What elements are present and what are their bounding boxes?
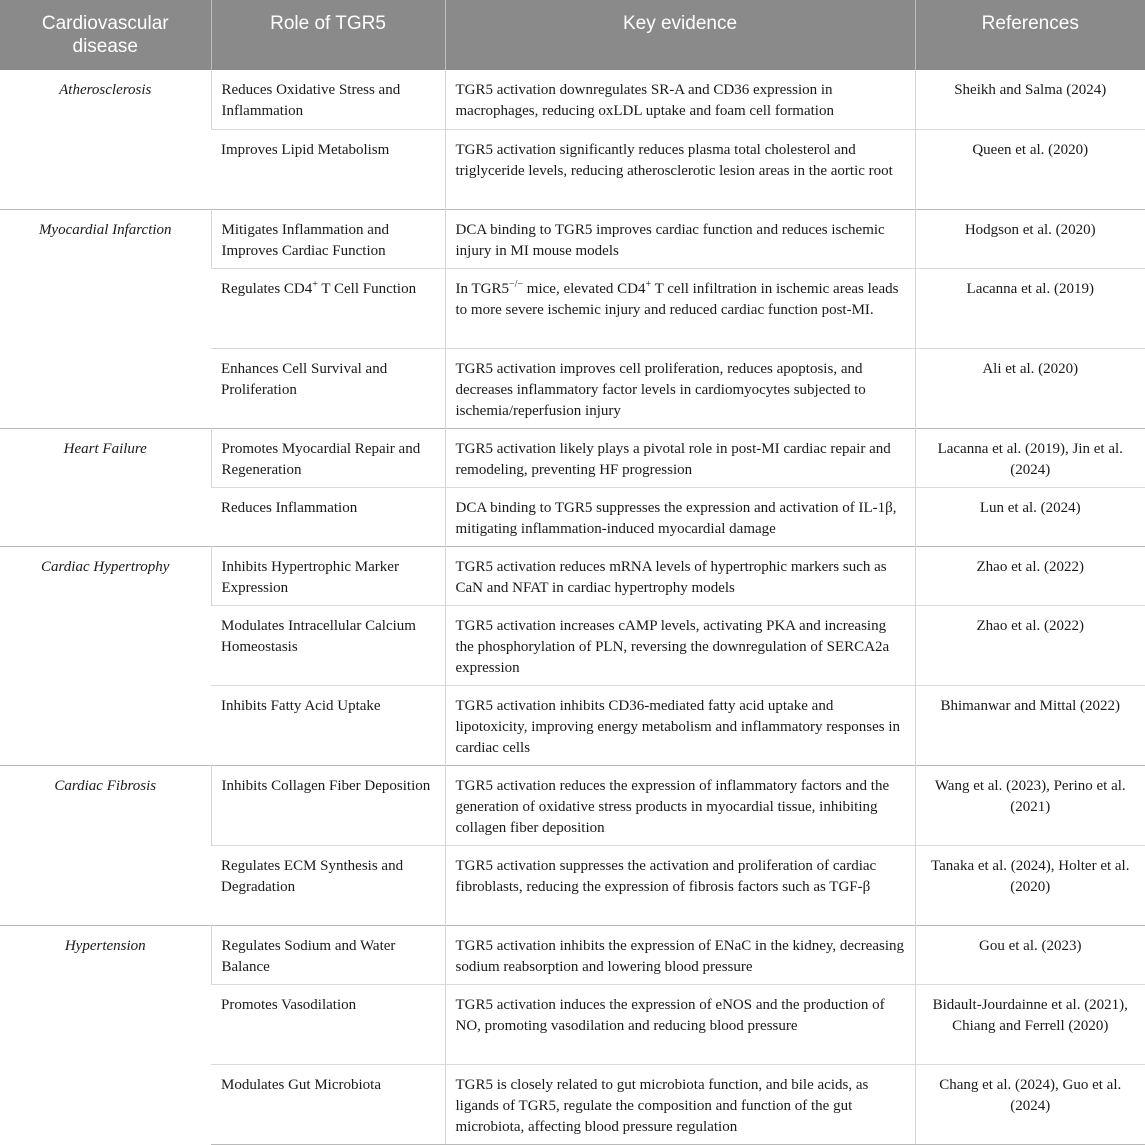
role-cell: Mitigates Inflammation and Improves Cardiac Function bbox=[211, 209, 445, 268]
references-cell: Lacanna et al. (2019), Jin et al. (2024) bbox=[915, 428, 1145, 487]
evidence-text: In TGR5 bbox=[455, 280, 509, 297]
evidence-cell: TGR5 is closely related to gut microbiota function, and bile acids, as ligands of TGR5, regulate the composition and function of the gut microbiota, affecting blood pressure regulation bbox=[445, 1064, 915, 1144]
references-cell: Gou et al. (2023) bbox=[915, 925, 1145, 984]
references-cell: Hodgson et al. (2020) bbox=[915, 209, 1145, 268]
role-cell: Enhances Cell Survival and Proliferation bbox=[221, 360, 388, 398]
evidence-cell: TGR5 activation increases cAMP levels, activating PKA and increasing the phosphorylation of PLN, reversing the downregulation of SERCA2a expression bbox=[445, 605, 915, 685]
evidence-cell: DCA binding to TGR5 improves cardiac function and reduces ischemic injury in MI mouse models bbox=[445, 209, 915, 268]
references-cell: Sheikh and Salma (2024) bbox=[915, 70, 1145, 129]
header-evidence: Key evidence bbox=[445, 0, 915, 70]
disease-cell: Heart Failure bbox=[63, 440, 147, 457]
references-cell: Zhao et al. (2022) bbox=[915, 546, 1145, 605]
evidence-cell: TGR5 activation inhibits CD36-mediated fatty acid uptake and lipotoxicity, improving energy metabolism and inflammatory responses in cardiac cells bbox=[445, 685, 915, 765]
header-role: Role of TGR5 bbox=[211, 0, 445, 70]
role-cell: Promotes Myocardial Repair and Regeneration bbox=[211, 428, 445, 487]
references-cell: Lun et al. (2024) bbox=[915, 487, 1145, 546]
evidence-cell: TGR5 activation significantly reduces plasma total cholesterol and triglyceride levels, reducing atherosclerotic lesion areas in the aortic root bbox=[445, 129, 915, 209]
header-disease: Cardiovascular disease bbox=[0, 0, 211, 70]
evidence-cell bbox=[445, 268, 915, 348]
superscript: + bbox=[312, 278, 318, 290]
disease-cell: Myocardial Infarction bbox=[38, 221, 172, 238]
evidence-cell: TGR5 activation improves cell proliferation, reduces apoptosis, and decreases inflammatory factor levels in cardiomyocytes subjected to ischemia/reperfusion injury bbox=[445, 348, 915, 428]
table-row bbox=[0, 765, 1145, 845]
role-cell: Reduces Inflammation bbox=[221, 499, 358, 516]
disease-cell: Cardiac Hypertrophy bbox=[41, 558, 170, 575]
role-cell: Regulates Sodium and Water Balance bbox=[211, 925, 445, 984]
references-cell: Bhimanwar and Mittal (2022) bbox=[915, 685, 1145, 765]
superscript: + bbox=[645, 278, 652, 290]
evidence-cell: TGR5 activation reduces the expression of inflammatory factors and the generation of oxidative stress products in myocardial tissue, inhibiting collagen fiber deposition bbox=[445, 765, 915, 845]
role-cell: Promotes Vasodilation bbox=[221, 996, 357, 1013]
superscript: −/− bbox=[508, 278, 524, 290]
references-cell: Tanaka et al. (2024), Holter et al. (2020) bbox=[915, 845, 1145, 925]
references-cell: Wang et al. (2023), Perino et al. (2021) bbox=[915, 765, 1145, 845]
disease-cell: Hypertension bbox=[64, 937, 146, 954]
role-cell: Modulates Gut Microbiota bbox=[211, 1064, 445, 1144]
role-text: T Cell Function bbox=[317, 280, 417, 297]
role-cell: Improves Lipid Metabolism bbox=[221, 141, 390, 158]
evidence-cell: TGR5 activation inhibits the expression of ENaC in the kidney, decreasing sodium reabsorption and lowering blood pressure bbox=[445, 925, 915, 984]
evidence-cell: TGR5 activation induces the expression of eNOS and the production of NO, promoting vasodilation and reducing blood pressure bbox=[445, 984, 915, 1064]
table-row bbox=[0, 925, 1145, 984]
role-cell: Inhibits Hypertrophic Marker Expression bbox=[211, 546, 445, 605]
table-row bbox=[0, 546, 1145, 605]
role-cell: Inhibits Fatty Acid Uptake bbox=[221, 697, 381, 714]
role-cell: Reduces Oxidative Stress and Inflammation bbox=[211, 70, 445, 129]
header-references: References bbox=[915, 0, 1145, 70]
evidence-cell: TGR5 activation downregulates SR-A and CD36 expression in macrophages, reducing oxLDL uptake and foam cell formation bbox=[445, 70, 915, 129]
role-cell: Modulates Intracellular Calcium Homeostasis bbox=[221, 617, 416, 655]
table-row bbox=[0, 428, 1145, 487]
evidence-text: mice, elevated CD4 bbox=[523, 280, 646, 297]
references-cell: Ali et al. (2020) bbox=[915, 348, 1145, 428]
references-cell: Queen et al. (2020) bbox=[915, 129, 1145, 209]
table-row bbox=[0, 209, 1145, 268]
references-cell: Bidault-Jourdainne et al. (2021), Chiang and Ferrell (2020) bbox=[915, 984, 1145, 1064]
evidence-cell: TGR5 activation reduces mRNA levels of hypertrophic markers such as CaN and NFAT in cardiac hypertrophy models bbox=[445, 546, 915, 605]
table-row bbox=[0, 70, 1145, 129]
references-cell: Lacanna et al. (2019) bbox=[915, 268, 1145, 348]
role-cell: Regulates ECM Synthesis and Degradation bbox=[221, 857, 404, 895]
disease-cell: Atherosclerosis bbox=[59, 82, 152, 98]
references-cell: Chang et al. (2024), Guo et al. (2024) bbox=[915, 1064, 1145, 1144]
evidence-cell: DCA binding to TGR5 suppresses the expression and activation of IL-1β, mitigating inflammation-induced myocardial damage bbox=[445, 487, 915, 546]
evidence-text: T cell infiltration in ischemic areas leads to more severe ischemic injury and reduced cardiac function post-MI. bbox=[455, 280, 899, 318]
evidence-cell: TGR5 activation likely plays a pivotal role in post-MI cardiac repair and remodeling, preventing HF progression bbox=[445, 428, 915, 487]
references-cell: Zhao et al. (2022) bbox=[915, 605, 1145, 685]
evidence-cell: TGR5 activation suppresses the activation and proliferation of cardiac fibroblasts, reducing the expression of fibrosis factors such as TGF-β bbox=[445, 845, 915, 925]
disease-cell: Cardiac Fibrosis bbox=[54, 777, 157, 794]
role-cell bbox=[211, 268, 445, 348]
role-cell: Inhibits Collagen Fiber Deposition bbox=[211, 765, 445, 845]
role-text: Regulates CD4 bbox=[221, 280, 313, 297]
header-row bbox=[0, 0, 1145, 70]
